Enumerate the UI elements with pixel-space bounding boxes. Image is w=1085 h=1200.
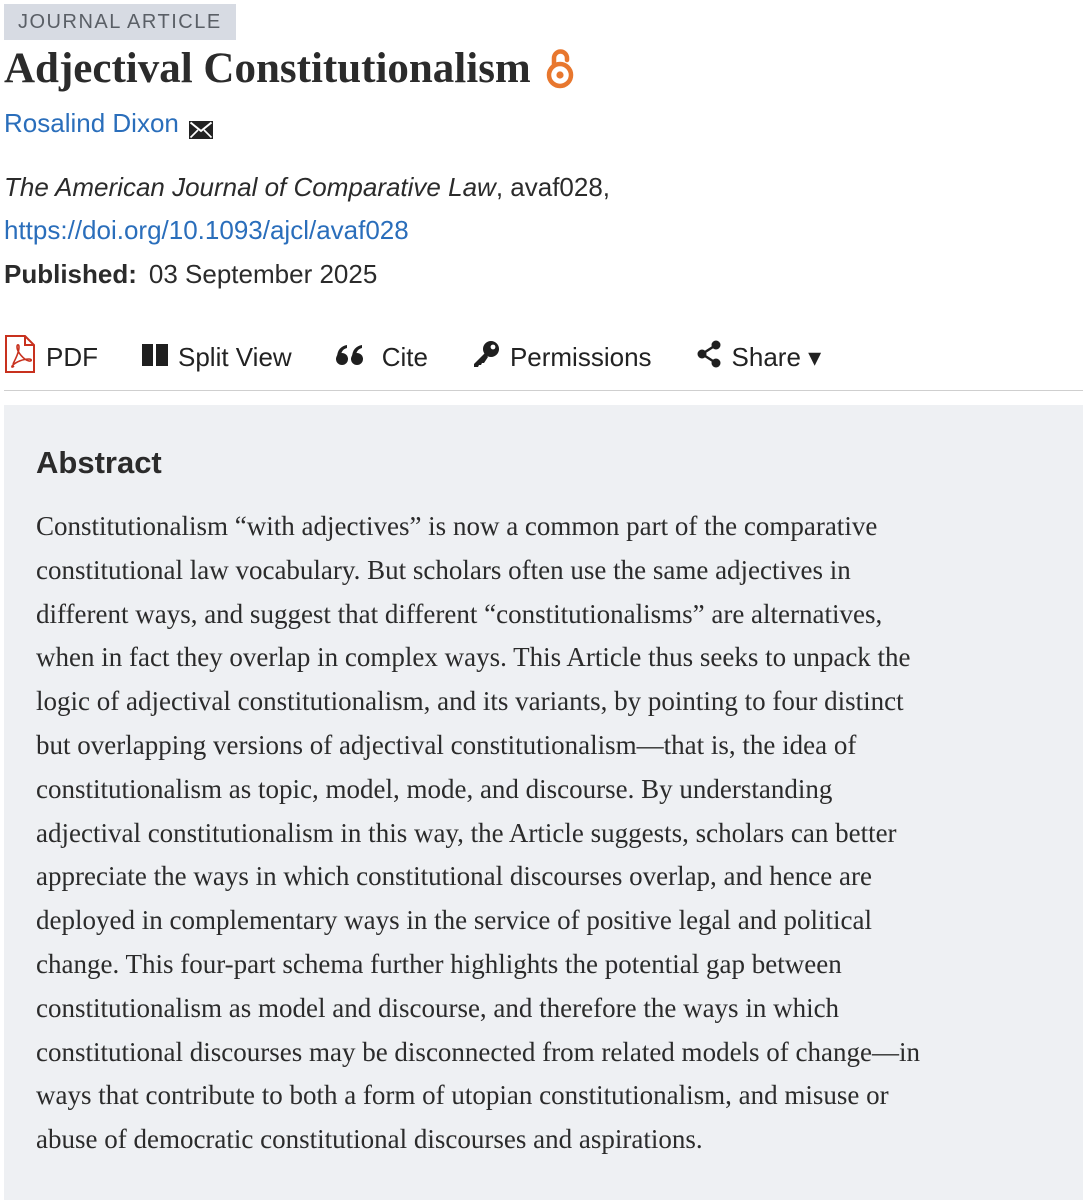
abstract-line: Constitutionalism “with adjectives” is now a common part of the comparative bbox=[36, 511, 878, 541]
split-view-label: Split View bbox=[178, 341, 292, 372]
abstract-line: ways that contribute to both a form of utopian constitutionalism, and misuse or bbox=[36, 1080, 889, 1111]
permissions-button[interactable] bbox=[472, 340, 652, 375]
article-id: , avaf028, bbox=[495, 172, 611, 202]
abstract-line: different ways, and suggest that different “constitutionalisms” are alternatives, bbox=[36, 598, 883, 629]
quote-icon bbox=[336, 342, 364, 373]
article-toolbar bbox=[4, 334, 865, 380]
cite-label: Cite bbox=[381, 341, 428, 372]
author-row bbox=[4, 108, 213, 139]
abstract-line: adjectival constitutionalism in this way, the Article suggests, scholars can better bbox=[36, 817, 897, 848]
open-access-icon bbox=[545, 47, 575, 91]
cite-button[interactable] bbox=[336, 342, 428, 373]
abstract-line: appreciate the ways in which constitutional discourses overlap, and hence are bbox=[36, 861, 872, 892]
split-view-icon bbox=[142, 342, 168, 373]
envelope-icon[interactable] bbox=[189, 115, 213, 133]
article-title-row bbox=[4, 44, 575, 93]
abstract-line: when in fact they overlap in complex ways. This Article thus seeks to unpack the bbox=[36, 642, 911, 673]
published-row bbox=[4, 259, 377, 290]
abstract-line: deployed in complementary ways in the service of positive legal and political bbox=[36, 905, 872, 936]
journal-name: The American Journal of Comparative Law bbox=[4, 172, 496, 202]
abstract-line: constitutional law vocabulary. But scholars often use the same adjectives in bbox=[36, 554, 851, 585]
share-label: Share ▾ bbox=[731, 341, 822, 372]
abstract-line: constitutional discourses may be disconnected from related models of change—in bbox=[36, 1036, 920, 1067]
published-date: 03 September 2025 bbox=[148, 259, 378, 289]
toolbar-divider bbox=[4, 390, 1083, 391]
doi-link[interactable]: https://doi.org/10.1093/ajcl/avaf028 bbox=[4, 215, 409, 245]
published-label: Published: bbox=[4, 259, 137, 289]
permissions-label: Permissions bbox=[509, 341, 652, 372]
split-view-button[interactable] bbox=[142, 342, 292, 373]
key-icon bbox=[472, 340, 500, 375]
share-icon bbox=[696, 340, 722, 375]
abstract-section bbox=[4, 405, 1083, 1200]
page-title: Adjectival Constitutionalism bbox=[4, 45, 531, 92]
abstract-line: constitutionalism as model and discourse, and therefore the ways in which bbox=[36, 992, 840, 1023]
author-link[interactable]: Rosalind Dixon bbox=[4, 108, 179, 138]
pdf-button[interactable] bbox=[4, 334, 98, 381]
doi-row bbox=[4, 215, 409, 246]
abstract-line: constitutionalism as topic, model, mode, and discourse. By understanding bbox=[36, 773, 833, 804]
abstract-line: logic of adjectival constitutionalism, and its variants, by pointing to four distinct bbox=[36, 686, 904, 717]
abstract-line: change. This four-part schema further highlights the potential gap between bbox=[36, 948, 842, 979]
abstract-line: but overlapping versions of adjectival constitutionalism—that is, the idea of bbox=[36, 729, 857, 760]
article-type-badge: JOURNAL ARTICLE bbox=[4, 4, 236, 40]
journal-citation bbox=[4, 172, 610, 203]
abstract-heading: Abstract bbox=[36, 445, 162, 480]
abstract-line: abuse of democratic constitutional discourses and aspirations. bbox=[36, 1124, 703, 1155]
pdf-icon bbox=[4, 334, 36, 381]
abstract-body bbox=[36, 505, 1066, 1162]
share-button[interactable] bbox=[696, 340, 822, 375]
pdf-label: PDF bbox=[46, 341, 98, 372]
